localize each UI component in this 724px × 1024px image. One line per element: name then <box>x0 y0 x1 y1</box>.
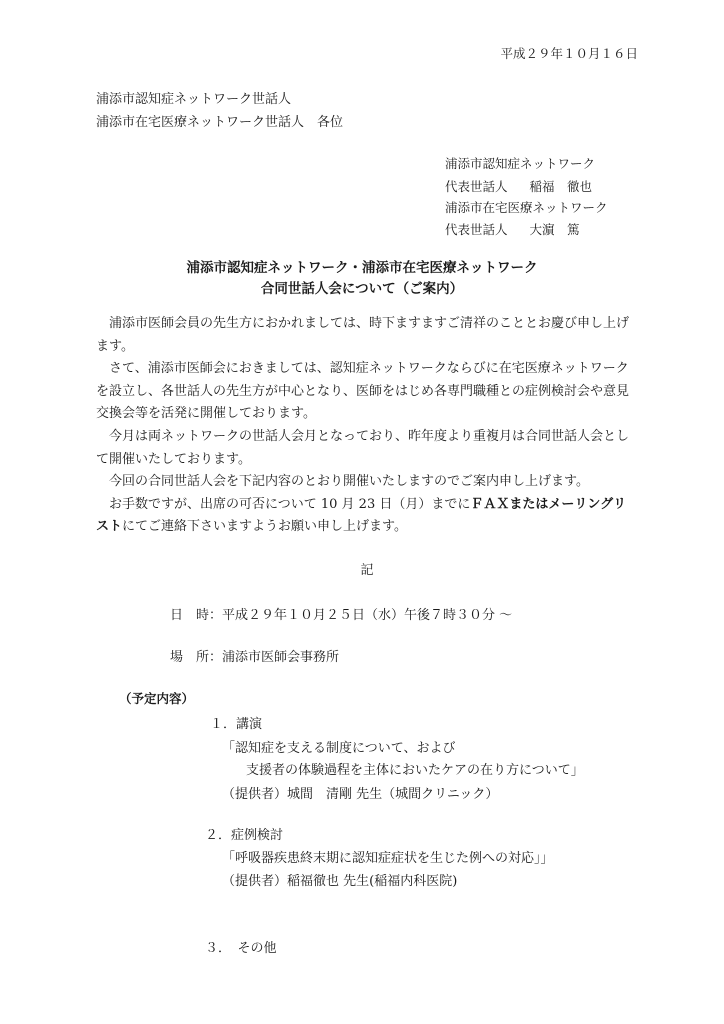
document-title-line-1: 浦添市認知症ネットワーク・浦添市在宅医療ネットワーク <box>186 260 538 276</box>
sender-rep-1 <box>445 177 592 195</box>
body-paragraph-rsvp <box>96 494 636 539</box>
rsvp-method-emphasis: ＦＡＸまたはメーリングリスト <box>96 496 627 535</box>
sender-rep-2 <box>445 220 580 238</box>
body-paragraph-announcement: 今回の合同世話人会を下記内容のとおり開催いたしますのでご案内申し上げます。 <box>109 474 589 490</box>
program-item-2-topic: 「呼吸器疾患終末期に認知症症状を生じた例への対応」」 <box>222 851 554 866</box>
body-text <box>96 313 636 539</box>
sender-name-2: 大濵 篤 <box>529 222 580 237</box>
rsvp-text-after: にてご連絡下さいますようお願い申し上げます。 <box>122 519 407 535</box>
place-label: 場 所： <box>170 650 223 665</box>
sender-org-2: 浦添市在宅医療ネットワーク <box>445 200 608 215</box>
meeting-datetime <box>170 604 512 623</box>
sender-org-1: 浦添市認知症ネットワーク <box>445 156 596 171</box>
body-paragraph-background: さて、浦添市医師会におきましては、認知症ネットワークならびに在宅医療ネットワークを設立し、各世話人の先生方が中心となり、医師をはじめ各専門職種との症例検討会や意見交換会等を活発に開催しております。 <box>96 361 630 422</box>
program-item-1-topic-line-1: 「認知症を支える制度について、および <box>222 741 456 756</box>
program-item-2-presenter: （提供者）稲福徹也 先生(稲福内科医院) <box>222 874 458 889</box>
meeting-place <box>170 646 339 665</box>
body-paragraph-joint-meeting: 今月は両ネットワークの世話人会月となっており、昨年度より重複月は合同世話人会として開催いたしております。 <box>96 428 630 467</box>
datetime-value: 平成２９年１０月２５日（水）午後７時３０分 ～ <box>222 608 513 623</box>
sender-role-2: 代表世話人 <box>445 222 508 237</box>
rsvp-text-before: お手数ですが、出席の可否について 10 月 23 日（月）までに <box>109 496 471 512</box>
program-item-1-title: １．講演 <box>210 717 263 732</box>
document-title-line-2: 合同世話人会について（ご案内） <box>260 281 464 297</box>
program-item-3-title: ３． その他 <box>205 941 277 956</box>
addressee-dementia-network: 浦添市認知症ネットワーク世話人 <box>96 92 292 107</box>
body-paragraph-greeting: 浦添市医師会員の先生方におかれましては、時下ますますご清祥のこととお慶び申し上げます。 <box>96 316 630 354</box>
program-heading: （予定内容） <box>119 691 195 706</box>
program-item-1-topic-line-2: 支援者の体験過程を主体においたケアの在り方について」 <box>246 763 584 778</box>
addressee-home-care-network: 浦添市在宅医療ネットワーク世話人 各位 <box>96 115 344 130</box>
program-item-1-presenter: （提供者）城間 清剛 先生（城間クリニック） <box>222 787 499 802</box>
place-value: 浦添市医師会事務所 <box>222 650 340 665</box>
sender-role-1: 代表世話人 <box>445 179 508 194</box>
sender-name-1: 稲福 徹也 <box>529 179 593 194</box>
program-item-2-title: ２．症例検討 <box>205 828 284 843</box>
datetime-label: 日 時： <box>170 608 223 623</box>
document-date: 平成２９年１０月１６日 <box>500 46 638 61</box>
ki-marker: 記 <box>360 563 374 578</box>
